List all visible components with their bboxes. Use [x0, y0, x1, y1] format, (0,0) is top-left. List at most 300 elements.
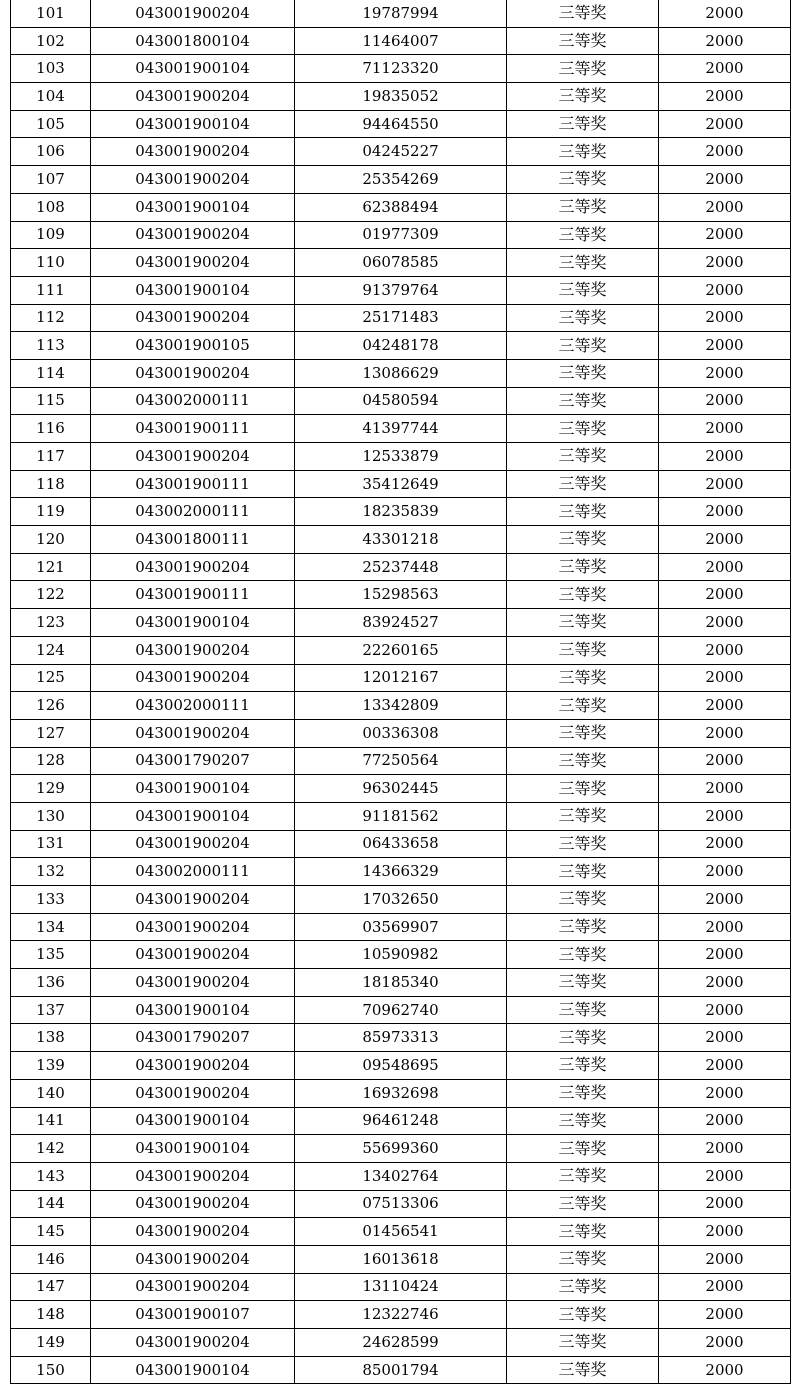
cell-amount: 2000 [659, 415, 791, 443]
cell-code: 043001900204 [91, 1329, 295, 1357]
cell-number: 35412649 [295, 470, 507, 498]
cell-number: 19787994 [295, 0, 507, 27]
cell-number: 25171483 [295, 304, 507, 332]
cell-code: 043001900204 [91, 1162, 295, 1190]
table-row [11, 415, 791, 443]
cell-code: 043001900204 [91, 1190, 295, 1218]
cell-amount: 2000 [659, 249, 791, 277]
cell-serial-number: 145 [11, 1218, 91, 1246]
table-row [11, 221, 791, 249]
cell-serial-number: 117 [11, 443, 91, 471]
table-row [11, 1024, 791, 1052]
cell-amount: 2000 [659, 276, 791, 304]
cell-number: 11464007 [295, 27, 507, 55]
cell-number: 96302445 [295, 775, 507, 803]
cell-serial-number: 148 [11, 1301, 91, 1329]
cell-serial-number: 101 [11, 0, 91, 27]
cell-code: 043001900104 [91, 1356, 295, 1384]
cell-number: 07513306 [295, 1190, 507, 1218]
cell-award-level: 三等奖 [507, 1024, 659, 1052]
cell-code: 043001900104 [91, 1135, 295, 1163]
cell-code: 043001900204 [91, 636, 295, 664]
cell-award-level: 三等奖 [507, 1301, 659, 1329]
table-row [11, 470, 791, 498]
cell-code: 043001790207 [91, 747, 295, 775]
cell-number: 04248178 [295, 332, 507, 360]
cell-number: 17032650 [295, 886, 507, 914]
cell-amount: 2000 [659, 193, 791, 221]
cell-award-level: 三等奖 [507, 1135, 659, 1163]
table-row [11, 913, 791, 941]
cell-number: 00336308 [295, 719, 507, 747]
cell-amount: 2000 [659, 332, 791, 360]
cell-serial-number: 115 [11, 387, 91, 415]
cell-serial-number: 135 [11, 941, 91, 969]
table-row [11, 1245, 791, 1273]
table-row [11, 1079, 791, 1107]
table-row [11, 443, 791, 471]
table-row [11, 0, 791, 27]
cell-number: 10590982 [295, 941, 507, 969]
cell-award-level: 三等奖 [507, 1079, 659, 1107]
cell-code: 043001900204 [91, 1273, 295, 1301]
table-row [11, 1218, 791, 1246]
table-row [11, 747, 791, 775]
cell-number: 41397744 [295, 415, 507, 443]
cell-amount: 2000 [659, 304, 791, 332]
cell-number: 25354269 [295, 166, 507, 194]
cell-code: 043001900204 [91, 553, 295, 581]
cell-code: 043001900104 [91, 996, 295, 1024]
cell-number: 91181562 [295, 802, 507, 830]
table-row [11, 332, 791, 360]
cell-code: 043001900204 [91, 913, 295, 941]
table-row [11, 553, 791, 581]
cell-number: 94464550 [295, 110, 507, 138]
table-row [11, 27, 791, 55]
cell-amount: 2000 [659, 553, 791, 581]
cell-serial-number: 104 [11, 83, 91, 111]
cell-code: 043001900104 [91, 276, 295, 304]
cell-award-level: 三等奖 [507, 913, 659, 941]
cell-serial-number: 137 [11, 996, 91, 1024]
cell-serial-number: 127 [11, 719, 91, 747]
cell-serial-number: 124 [11, 636, 91, 664]
cell-amount: 2000 [659, 0, 791, 27]
cell-serial-number: 105 [11, 110, 91, 138]
cell-code: 043001900204 [91, 941, 295, 969]
table-row [11, 636, 791, 664]
cell-code: 043001800111 [91, 526, 295, 554]
cell-number: 70962740 [295, 996, 507, 1024]
table-row [11, 1052, 791, 1080]
cell-number: 12322746 [295, 1301, 507, 1329]
cell-serial-number: 138 [11, 1024, 91, 1052]
cell-serial-number: 106 [11, 138, 91, 166]
cell-award-level: 三等奖 [507, 1218, 659, 1246]
prize-list-table-container [10, 0, 790, 1384]
cell-amount: 2000 [659, 359, 791, 387]
cell-code: 043002000111 [91, 498, 295, 526]
table-row [11, 387, 791, 415]
table-row [11, 609, 791, 637]
table-row [11, 526, 791, 554]
cell-number: 16013618 [295, 1245, 507, 1273]
table-row [11, 1135, 791, 1163]
cell-amount: 2000 [659, 1245, 791, 1273]
cell-code: 043001900104 [91, 802, 295, 830]
table-row [11, 1356, 791, 1384]
cell-number: 22260165 [295, 636, 507, 664]
prize-list-table [10, 0, 791, 1384]
cell-number: 24628599 [295, 1329, 507, 1357]
cell-number: 96461248 [295, 1107, 507, 1135]
cell-award-level: 三等奖 [507, 802, 659, 830]
table-row [11, 249, 791, 277]
cell-award-level: 三等奖 [507, 0, 659, 27]
table-row [11, 996, 791, 1024]
cell-award-level: 三等奖 [507, 830, 659, 858]
cell-code: 043001800104 [91, 27, 295, 55]
cell-serial-number: 134 [11, 913, 91, 941]
cell-code: 043001900104 [91, 609, 295, 637]
cell-serial-number: 110 [11, 249, 91, 277]
cell-code: 043001900104 [91, 110, 295, 138]
cell-serial-number: 118 [11, 470, 91, 498]
table-row [11, 692, 791, 720]
cell-serial-number: 102 [11, 27, 91, 55]
cell-amount: 2000 [659, 581, 791, 609]
cell-serial-number: 126 [11, 692, 91, 720]
cell-number: 12533879 [295, 443, 507, 471]
cell-amount: 2000 [659, 443, 791, 471]
cell-award-level: 三等奖 [507, 415, 659, 443]
cell-serial-number: 121 [11, 553, 91, 581]
cell-number: 06078585 [295, 249, 507, 277]
cell-serial-number: 103 [11, 55, 91, 83]
table-row [11, 664, 791, 692]
cell-serial-number: 149 [11, 1329, 91, 1357]
cell-serial-number: 141 [11, 1107, 91, 1135]
cell-amount: 2000 [659, 1329, 791, 1357]
table-row [11, 1329, 791, 1357]
cell-serial-number: 112 [11, 304, 91, 332]
cell-code: 043001900204 [91, 719, 295, 747]
table-row [11, 941, 791, 969]
cell-number: 91379764 [295, 276, 507, 304]
cell-award-level: 三等奖 [507, 996, 659, 1024]
cell-code: 043001900204 [91, 969, 295, 997]
cell-award-level: 三等奖 [507, 581, 659, 609]
cell-award-level: 三等奖 [507, 636, 659, 664]
cell-amount: 2000 [659, 138, 791, 166]
cell-amount: 2000 [659, 913, 791, 941]
cell-code: 043001900104 [91, 1107, 295, 1135]
cell-serial-number: 116 [11, 415, 91, 443]
table-row [11, 830, 791, 858]
cell-award-level: 三等奖 [507, 83, 659, 111]
cell-amount: 2000 [659, 221, 791, 249]
cell-amount: 2000 [659, 1052, 791, 1080]
cell-serial-number: 146 [11, 1245, 91, 1273]
cell-number: 03569907 [295, 913, 507, 941]
cell-award-level: 三等奖 [507, 526, 659, 554]
cell-number: 16932698 [295, 1079, 507, 1107]
cell-serial-number: 120 [11, 526, 91, 554]
cell-code: 043001900204 [91, 664, 295, 692]
cell-amount: 2000 [659, 941, 791, 969]
cell-amount: 2000 [659, 498, 791, 526]
cell-award-level: 三等奖 [507, 941, 659, 969]
cell-award-level: 三等奖 [507, 1273, 659, 1301]
cell-code: 043001900105 [91, 332, 295, 360]
cell-number: 19835052 [295, 83, 507, 111]
table-row [11, 166, 791, 194]
cell-award-level: 三等奖 [507, 692, 659, 720]
cell-serial-number: 130 [11, 802, 91, 830]
cell-amount: 2000 [659, 1356, 791, 1384]
cell-number: 62388494 [295, 193, 507, 221]
cell-serial-number: 131 [11, 830, 91, 858]
cell-award-level: 三等奖 [507, 470, 659, 498]
cell-serial-number: 136 [11, 969, 91, 997]
cell-award-level: 三等奖 [507, 55, 659, 83]
table-row [11, 83, 791, 111]
cell-number: 43301218 [295, 526, 507, 554]
cell-award-level: 三等奖 [507, 858, 659, 886]
cell-amount: 2000 [659, 1190, 791, 1218]
cell-code: 043002000111 [91, 387, 295, 415]
cell-award-level: 三等奖 [507, 1245, 659, 1273]
cell-amount: 2000 [659, 470, 791, 498]
cell-code: 043001900204 [91, 443, 295, 471]
table-row [11, 858, 791, 886]
table-row [11, 969, 791, 997]
table-row [11, 276, 791, 304]
cell-serial-number: 125 [11, 664, 91, 692]
cell-award-level: 三等奖 [507, 553, 659, 581]
cell-number: 25237448 [295, 553, 507, 581]
cell-award-level: 三等奖 [507, 27, 659, 55]
cell-award-level: 三等奖 [507, 110, 659, 138]
cell-number: 15298563 [295, 581, 507, 609]
table-row [11, 1107, 791, 1135]
cell-serial-number: 111 [11, 276, 91, 304]
cell-serial-number: 108 [11, 193, 91, 221]
cell-award-level: 三等奖 [507, 747, 659, 775]
table-row [11, 138, 791, 166]
cell-code: 043001900204 [91, 830, 295, 858]
cell-number: 01456541 [295, 1218, 507, 1246]
cell-code: 043001900204 [91, 0, 295, 27]
cell-amount: 2000 [659, 719, 791, 747]
cell-code: 043001900204 [91, 886, 295, 914]
cell-number: 13342809 [295, 692, 507, 720]
cell-number: 71123320 [295, 55, 507, 83]
cell-code: 043001900204 [91, 249, 295, 277]
cell-number: 18235839 [295, 498, 507, 526]
cell-code: 043001900111 [91, 415, 295, 443]
cell-serial-number: 147 [11, 1273, 91, 1301]
cell-number: 85973313 [295, 1024, 507, 1052]
cell-amount: 2000 [659, 830, 791, 858]
cell-amount: 2000 [659, 526, 791, 554]
cell-serial-number: 133 [11, 886, 91, 914]
table-row [11, 1273, 791, 1301]
cell-amount: 2000 [659, 1024, 791, 1052]
cell-award-level: 三等奖 [507, 304, 659, 332]
cell-award-level: 三等奖 [507, 664, 659, 692]
table-row [11, 304, 791, 332]
cell-number: 13110424 [295, 1273, 507, 1301]
cell-code: 043001900204 [91, 83, 295, 111]
cell-award-level: 三等奖 [507, 1107, 659, 1135]
cell-code: 043001900111 [91, 470, 295, 498]
cell-amount: 2000 [659, 1218, 791, 1246]
cell-serial-number: 144 [11, 1190, 91, 1218]
cell-serial-number: 113 [11, 332, 91, 360]
cell-code: 043001900204 [91, 1245, 295, 1273]
cell-award-level: 三等奖 [507, 719, 659, 747]
cell-amount: 2000 [659, 858, 791, 886]
cell-code: 043001900204 [91, 1052, 295, 1080]
cell-code: 043002000111 [91, 858, 295, 886]
table-row [11, 775, 791, 803]
cell-number: 04245227 [295, 138, 507, 166]
cell-serial-number: 128 [11, 747, 91, 775]
cell-amount: 2000 [659, 775, 791, 803]
cell-award-level: 三等奖 [507, 332, 659, 360]
cell-amount: 2000 [659, 55, 791, 83]
cell-amount: 2000 [659, 886, 791, 914]
cell-code: 043001900111 [91, 581, 295, 609]
cell-amount: 2000 [659, 1162, 791, 1190]
cell-award-level: 三等奖 [507, 886, 659, 914]
cell-award-level: 三等奖 [507, 609, 659, 637]
cell-code: 043001900104 [91, 55, 295, 83]
cell-amount: 2000 [659, 996, 791, 1024]
cell-code: 043001900104 [91, 775, 295, 803]
table-row [11, 498, 791, 526]
cell-code: 043002000111 [91, 692, 295, 720]
cell-number: 09548695 [295, 1052, 507, 1080]
cell-amount: 2000 [659, 636, 791, 664]
table-row [11, 1162, 791, 1190]
cell-code: 043001790207 [91, 1024, 295, 1052]
table-row [11, 359, 791, 387]
cell-amount: 2000 [659, 692, 791, 720]
cell-award-level: 三等奖 [507, 1052, 659, 1080]
cell-amount: 2000 [659, 27, 791, 55]
cell-serial-number: 142 [11, 1135, 91, 1163]
table-row [11, 55, 791, 83]
cell-award-level: 三等奖 [507, 249, 659, 277]
cell-number: 01977309 [295, 221, 507, 249]
cell-serial-number: 107 [11, 166, 91, 194]
cell-amount: 2000 [659, 969, 791, 997]
cell-number: 14366329 [295, 858, 507, 886]
cell-amount: 2000 [659, 802, 791, 830]
cell-number: 55699360 [295, 1135, 507, 1163]
cell-code: 043001900204 [91, 166, 295, 194]
cell-award-level: 三等奖 [507, 1162, 659, 1190]
table-row [11, 581, 791, 609]
cell-serial-number: 140 [11, 1079, 91, 1107]
cell-number: 18185340 [295, 969, 507, 997]
cell-amount: 2000 [659, 387, 791, 415]
cell-award-level: 三等奖 [507, 1356, 659, 1384]
cell-award-level: 三等奖 [507, 498, 659, 526]
cell-amount: 2000 [659, 166, 791, 194]
cell-number: 13086629 [295, 359, 507, 387]
cell-amount: 2000 [659, 1273, 791, 1301]
cell-code: 043001900204 [91, 1079, 295, 1107]
cell-award-level: 三等奖 [507, 1190, 659, 1218]
cell-award-level: 三等奖 [507, 775, 659, 803]
cell-serial-number: 109 [11, 221, 91, 249]
cell-amount: 2000 [659, 609, 791, 637]
cell-serial-number: 123 [11, 609, 91, 637]
cell-serial-number: 132 [11, 858, 91, 886]
cell-number: 77250564 [295, 747, 507, 775]
table-row [11, 110, 791, 138]
cell-award-level: 三等奖 [507, 193, 659, 221]
cell-amount: 2000 [659, 83, 791, 111]
table-row [11, 719, 791, 747]
cell-serial-number: 129 [11, 775, 91, 803]
cell-amount: 2000 [659, 1301, 791, 1329]
cell-serial-number: 114 [11, 359, 91, 387]
cell-amount: 2000 [659, 664, 791, 692]
cell-number: 06433658 [295, 830, 507, 858]
cell-award-level: 三等奖 [507, 387, 659, 415]
cell-award-level: 三等奖 [507, 166, 659, 194]
cell-code: 043001900204 [91, 221, 295, 249]
cell-number: 12012167 [295, 664, 507, 692]
table-row [11, 802, 791, 830]
cell-code: 043001900107 [91, 1301, 295, 1329]
cell-award-level: 三等奖 [507, 359, 659, 387]
cell-serial-number: 150 [11, 1356, 91, 1384]
cell-award-level: 三等奖 [507, 443, 659, 471]
cell-number: 04580594 [295, 387, 507, 415]
cell-serial-number: 143 [11, 1162, 91, 1190]
cell-serial-number: 122 [11, 581, 91, 609]
cell-code: 043001900104 [91, 193, 295, 221]
table-row [11, 886, 791, 914]
cell-award-level: 三等奖 [507, 1329, 659, 1357]
cell-serial-number: 139 [11, 1052, 91, 1080]
cell-award-level: 三等奖 [507, 276, 659, 304]
cell-amount: 2000 [659, 1135, 791, 1163]
cell-number: 83924527 [295, 609, 507, 637]
table-body [11, 0, 791, 1384]
table-row [11, 1301, 791, 1329]
cell-code: 043001900204 [91, 1218, 295, 1246]
cell-award-level: 三等奖 [507, 221, 659, 249]
table-row [11, 1190, 791, 1218]
cell-code: 043001900204 [91, 138, 295, 166]
cell-amount: 2000 [659, 747, 791, 775]
cell-amount: 2000 [659, 1079, 791, 1107]
cell-number: 13402764 [295, 1162, 507, 1190]
cell-code: 043001900204 [91, 359, 295, 387]
cell-number: 85001794 [295, 1356, 507, 1384]
cell-serial-number: 119 [11, 498, 91, 526]
cell-amount: 2000 [659, 110, 791, 138]
cell-award-level: 三等奖 [507, 969, 659, 997]
table-row [11, 193, 791, 221]
